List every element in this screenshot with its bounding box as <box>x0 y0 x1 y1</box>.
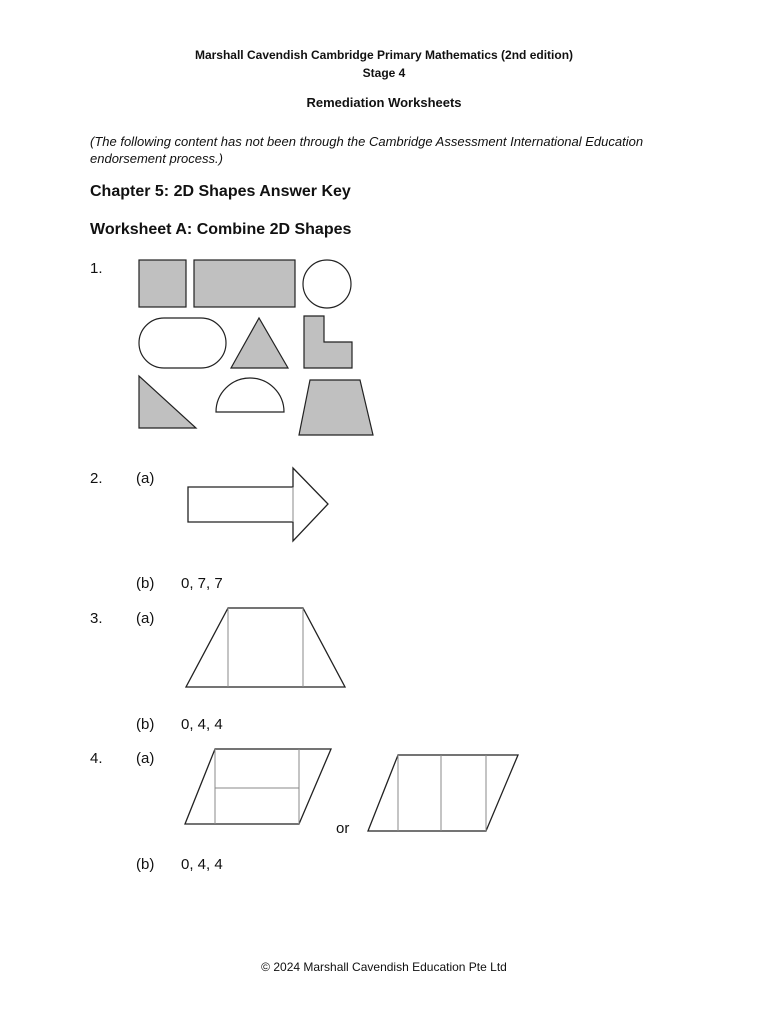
question-3-part-b-label: (b) <box>136 716 155 733</box>
document-stage: Stage 4 <box>362 66 406 80</box>
square-shape <box>139 260 186 307</box>
document-title: Marshall Cavendish Cambridge Primary Mathematics (2nd edition) <box>194 48 574 62</box>
question-4-part-a-label: (a) <box>136 750 155 767</box>
trapezoid-shape <box>299 380 373 435</box>
copyright-footer: © 2024 Marshall Cavendish Education Pte Ltd <box>261 960 507 974</box>
triangle-shape <box>231 318 288 368</box>
question-3-number: 3. <box>90 610 103 627</box>
question-2-number: 2. <box>90 470 103 487</box>
rectangle-shape <box>194 260 295 307</box>
worksheet-title: Worksheet A: Combine 2D Shapes <box>90 221 352 238</box>
question-2-part-b-label: (b) <box>136 575 155 592</box>
circle-shape <box>303 260 351 308</box>
stadium-shape <box>139 318 226 368</box>
question-3-answer-b: 0, 4, 4 <box>181 716 223 733</box>
parallelogram-figure-2 <box>366 752 521 834</box>
question-3-part-a-label: (a) <box>136 610 155 627</box>
trapezoid-figure <box>183 605 348 690</box>
question-2-part-a-label: (a) <box>136 470 155 487</box>
semicircle-shape <box>216 378 284 412</box>
question-4-part-b-label: (b) <box>136 856 155 873</box>
question-4-or-text: or <box>336 820 350 837</box>
right-triangle-shape <box>139 376 196 428</box>
question-4-number: 4. <box>90 750 103 767</box>
document-subtitle: Remediation Worksheets <box>306 95 462 110</box>
arrow-figure <box>186 466 336 546</box>
parallelogram-figure-1 <box>183 746 333 828</box>
chapter-title: Chapter 5: 2D Shapes Answer Key <box>90 183 351 200</box>
question-1-shapes-figure <box>136 256 376 441</box>
question-1-number: 1. <box>90 260 103 277</box>
endorsement-note: (The following content has not been through the Cambridge Assessment International Education endorsement process.) <box>90 134 644 166</box>
question-2-answer-b: 0, 7, 7 <box>181 575 223 592</box>
question-4-answer-b: 0, 4, 4 <box>181 856 223 873</box>
l-shape <box>304 316 352 368</box>
